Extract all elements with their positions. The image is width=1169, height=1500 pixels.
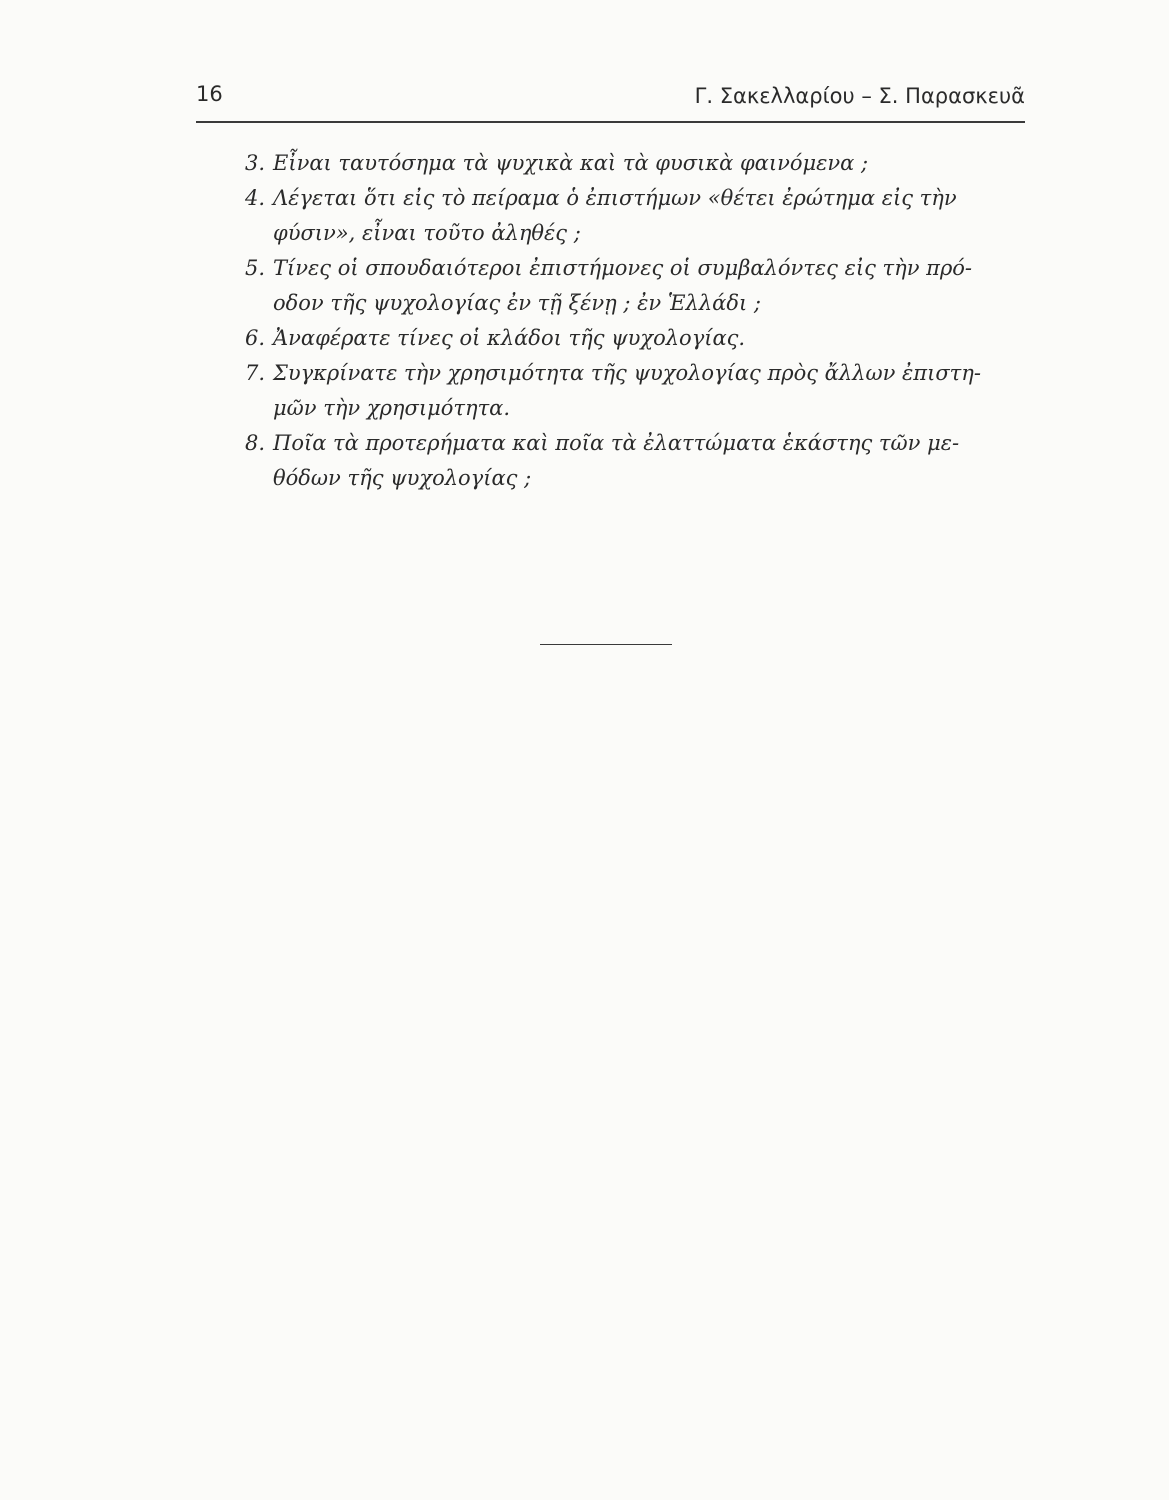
question-text-line: Ἀναφέρατε τίνες οἱ κλάδοι τῆς ψυχολογίας. [273, 326, 746, 350]
question-item [245, 426, 1025, 496]
question-text-line: μῶν τὴν χρησιμότητα. [273, 396, 511, 420]
question-item [245, 321, 1025, 356]
header-rule [196, 121, 1025, 123]
page-header [196, 80, 1025, 114]
question-list [245, 146, 1025, 496]
question-number: 6. [245, 326, 266, 350]
question-number: 8. [245, 431, 266, 455]
question-text-line: Ποῖα τὰ προτερήματα καὶ ποῖα τὰ ἐλαττώματα ἑκάστης τῶν με- [273, 431, 960, 455]
question-text-line: Συγκρίνατε τὴν χρησιμότητα τῆς ψυχολογίας πρὸς ἄλλων ἐπιστη- [273, 361, 981, 385]
question-item [245, 146, 1025, 181]
section-end-rule [540, 644, 672, 645]
question-text-line: οδον τῆς ψυχολογίας ἐν τῇ ξένῃ ; ἐν Ἑλλάδι ; [273, 291, 761, 315]
question-item [245, 356, 1025, 426]
question-item [245, 251, 1025, 321]
question-text-line: θόδων τῆς ψυχολογίας ; [273, 466, 532, 490]
page-number: 16 [196, 82, 223, 106]
question-text-line: Τίνες οἱ σπουδαιότεροι ἐπιστήμονες οἱ συμβαλόντες εἰς τὴν πρό- [273, 256, 973, 280]
running-head: Γ. Σακελλαρίου – Σ. Παρασκευᾶ [694, 84, 1025, 108]
question-number: 3. [245, 151, 266, 175]
question-text-line: Λέγεται ὅτι εἰς τὸ πείραμα ὁ ἐπιστήμων «θέτει ἐρώτημα εἰς τὴν [273, 186, 957, 210]
question-number: 5. [245, 256, 266, 280]
question-number: 4. [245, 186, 266, 210]
question-text-line: Εἶναι ταυτόσημα τὰ ψυχικὰ καὶ τὰ φυσικὰ φαινόμενα ; [273, 151, 869, 175]
question-item [245, 181, 1025, 251]
question-text-line: φύσιν», εἶναι τοῦτο ἀληθές ; [273, 221, 581, 245]
question-number: 7. [245, 361, 266, 385]
